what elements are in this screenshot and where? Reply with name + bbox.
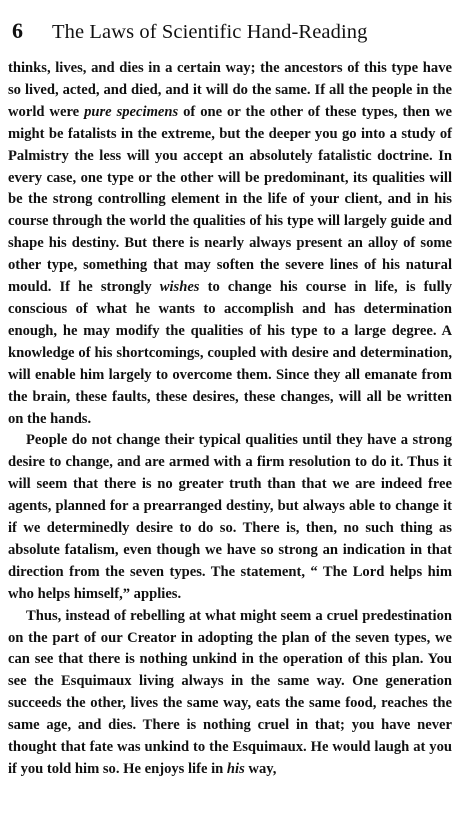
book-page xyxy=(8,18,452,781)
paragraph-3-text-b: way, xyxy=(244,761,277,777)
paragraph-2: People do not change their typical qualities until they have a strong desire to change, and are armed with a firm resolution to do it. Thus it will seem that there is no greater truth than that we are indeed free agents, planned for a prearranged destiny, but always able to change it if we determinedly desire to do so. There is, then, no such thing as absolute fatalism, even though we have so strong an indication in that direction from the seven types. The statement, “ The Lord helps him who helps himself,” applies. xyxy=(8,432,452,602)
paragraph-1-text-a: thinks, lives, and dies in a certain way; the ancestors of this type have so lived, acted, and died, and it will do the same. If all the people in the world were xyxy=(8,60,452,120)
paragraph-3-text-a: Thus, instead of rebelling at what might seem a cruel predestination on the part of our Creator in adopting the plan of the seven types, we can see that there is nothing unkind in the operation of this plan. You see the Esquimaux living always in the same way. One generation succeeds the other, lives the same way, eats the same food, reaches the same age, and dies. There is nothing cruel in that; you have never thought that fate was unkind to the Esquimaux. He would laugh at you if you told him so. He enjoys life in xyxy=(8,607,452,777)
paragraph-1 xyxy=(8,58,452,430)
body-text xyxy=(8,58,452,781)
paragraph-1-text-c: to change his course in life, is fully conscious of what he wants to accomplish and has determination enough, he may modify the qualities of his type to a large degree. A knowledge of his shortcomings, coupled with desire and determination, will enable him largely to overcome them. Since they all emanate from the brain, these faults, these desires, these changes, will all be written on the hands. xyxy=(8,279,452,427)
paragraph-1-emphasis-wishes: wishes xyxy=(159,279,200,296)
page-number: 6 xyxy=(12,18,23,43)
paragraph-1-emphasis-pure-specimens: pure specimens xyxy=(84,103,179,120)
paragraph-3 xyxy=(8,606,452,781)
paragraph-1-text-b: of one or the other of these types, then we might be fatalists in the extreme, but the deeper you go into a study of Palmistry the less will you accept an absolutely fatalistic doctrine. In every case, one type or the other will be predominant, its qualities will be the strong controlling element in the life of your client, and in his course through the world the qualities of his type will largely guide and shape his destiny. But there is nearly always present an alloy of some other type, something that may soften the severe lines of his natural mould. If he strongly xyxy=(8,103,452,296)
paragraph-3-emphasis-his: his xyxy=(226,761,245,777)
page-header xyxy=(8,18,452,58)
running-head: The Laws of Scientific Hand-Reading xyxy=(52,21,368,43)
